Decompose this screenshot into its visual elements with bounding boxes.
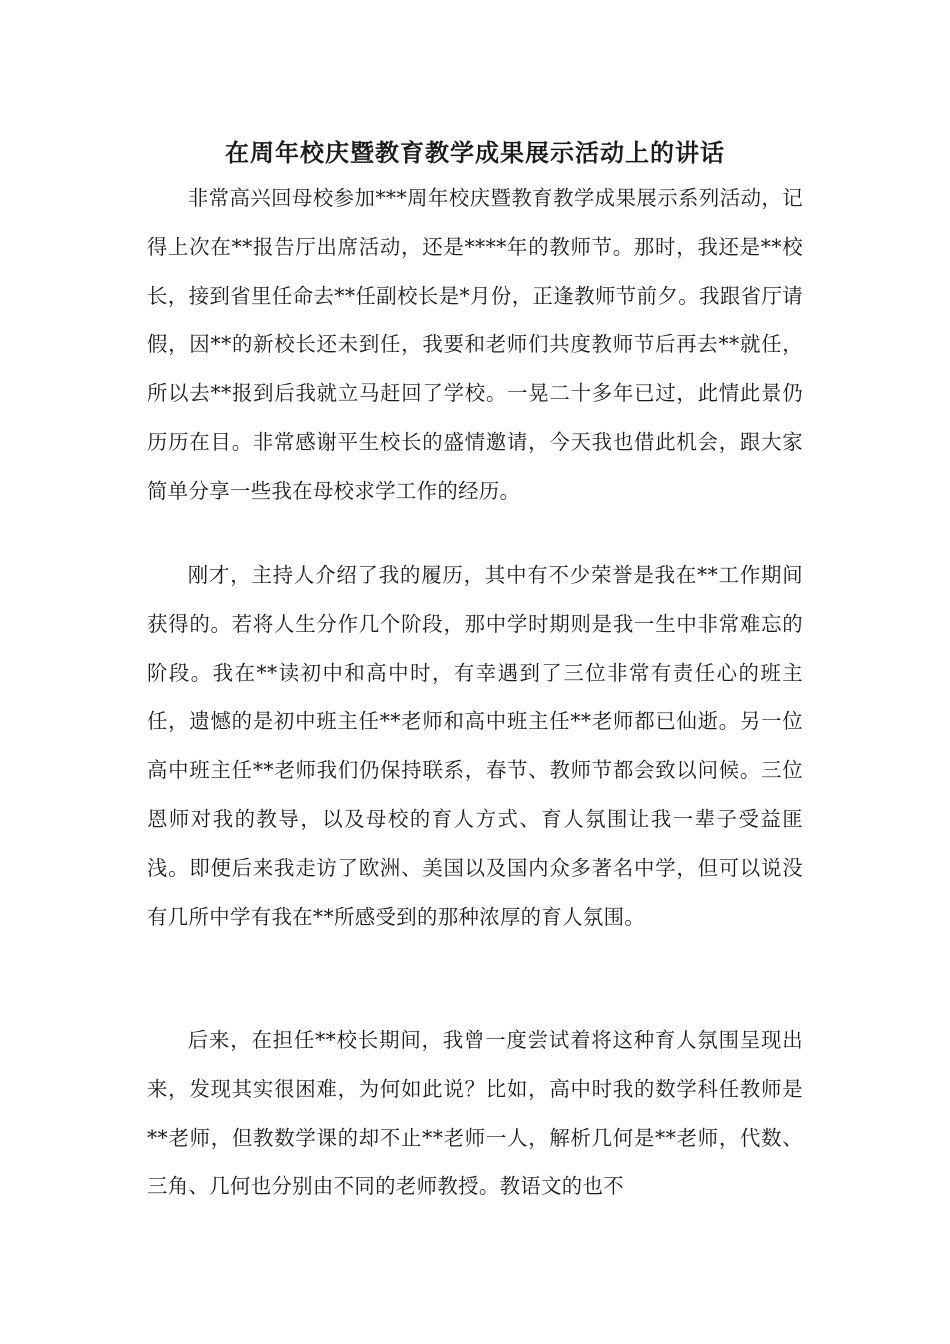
paragraph-1: 非常高兴回母校参加***周年校庆暨教育教学成果展示系列活动，记得上次在**报告厅出席活动，还是****年的教师节。那时，我还是**校长，接到省里任命去**任副校长是*月份，正逢教师节前夕。我跟省厅请假，因**的新校长还未到任，我要和老师们共度教师节后再去**就任，所以去**报到后我就立马赶回了学校。一晃二十多年已过，此情此景仍历历在目。非常感谢平生校长的盛情邀请，今天我也借此机会，跟大家简单分享一些我在母校求学工作的经历。 [147, 186, 803, 503]
document-title: 在周年校庆暨教育教学成果展示活动上的讲话 [225, 138, 725, 167]
paragraph-2: 刚才，主持人介绍了我的履历，其中有不少荣誉是我在**工作期间获得的。若将人生分作几个阶段，那中学时期则是我一生中非常难忘的阶段。我在**读初中和高中时，有幸遇到了三位非常有责任心的班主任，遗憾的是初中班主任**老师和高中班主任**老师都已仙逝。另一位高中班主任**老师我们仍保持联系，春节、教师节都会致以问候。三位恩师对我的教导，以及母校的育人方式、育人氛围让我一辈子受益匪浅。即便后来我走访了欧洲、美国以及国内众多著名中学，但可以说没有几所中学有我在**所感受到的那种浓厚的育人氛围。 [147, 563, 803, 929]
paragraph-3: 后来，在担任**校长期间，我曾一度尝试着将这种育人氛围呈现出来，发现其实很困难，为何如此说？比如，高中时我的数学科任教师是**老师，但教数学课的却不止**老师一人，解析几何是**老师，代数、三角、几何也分别由不同的老师教授。教语文的也不 [147, 1028, 803, 1199]
